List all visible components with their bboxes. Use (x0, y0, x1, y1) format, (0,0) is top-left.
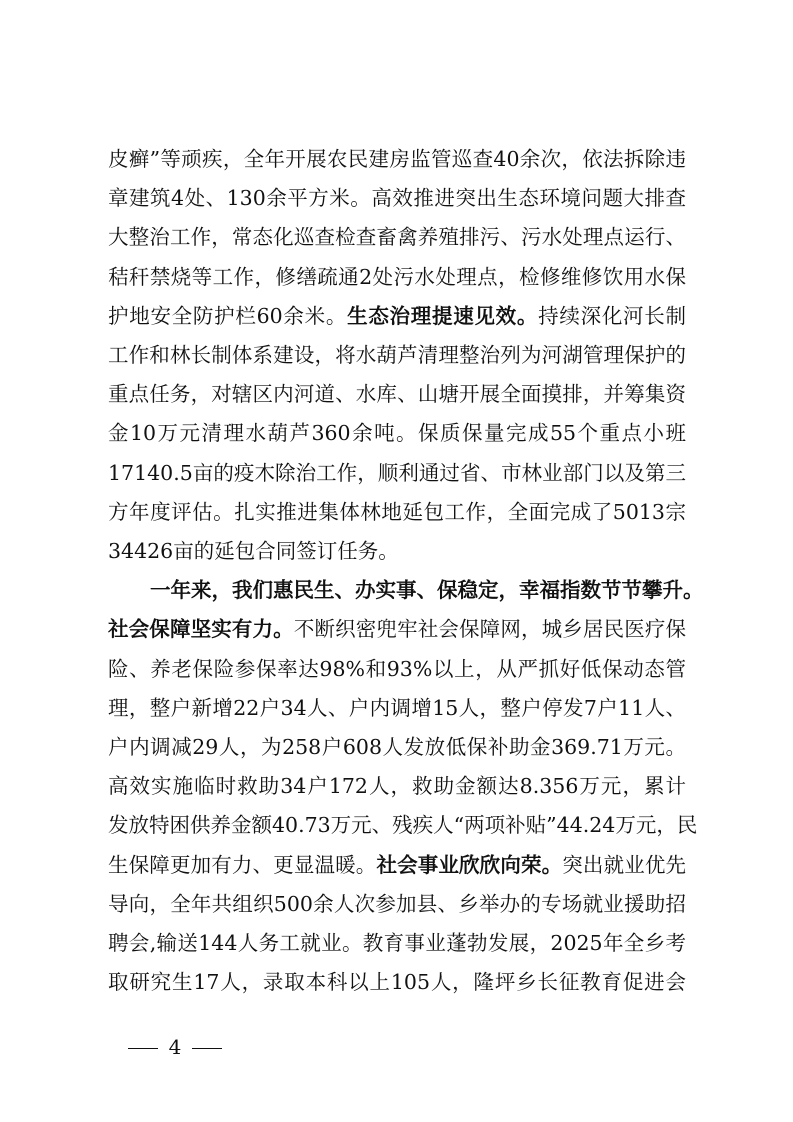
paragraph-text: 取研究生17人，录取本科以上105人，隆坪乡长征教育促进会 (108, 970, 686, 995)
paragraph-text: 导向，全年共组织500余人次参加县、乡举办的专场就业援助招 (108, 891, 686, 916)
paragraph-text: 秸秆禁烧等工作，修缮疏通2处污水处理点，检修维修饮用水保 (108, 264, 686, 289)
paragraph-text: 高效实施临时救助34户172人，救助金额达8.356万元，累计 (108, 774, 686, 799)
text-line (108, 848, 686, 882)
text-line (108, 926, 686, 960)
text-line (108, 808, 698, 842)
text-line (108, 691, 686, 725)
paragraph-text: 皮癣”等顽疾，全年开展农民建房监管巡查40余次，依法拆除违 (108, 147, 686, 171)
paragraph-text: 34426亩的延包合同签订任务。 (108, 539, 399, 563)
paragraph-text: 生保障更加有力、更显温暖。 (108, 852, 377, 877)
bold-heading-text: 社会保障坚实有力。 (108, 617, 294, 642)
text-line (108, 652, 686, 686)
bold-heading-text: 社会事业欣欣向荣。 (376, 852, 563, 877)
paragraph-text: 发放特困供养金额40.73万元、残疾人“两项补贴”44.24万元，民 (108, 813, 698, 838)
paragraph-text: 突出就业优先 (562, 852, 687, 877)
text-line (108, 377, 686, 411)
text-line (108, 612, 686, 646)
page-number: 4 (168, 1035, 182, 1059)
text-line (108, 730, 686, 764)
bold-heading-text: 一年来，我们惠民生、办实事、保稳定，幸福指数节节攀升。 (150, 578, 704, 603)
paragraph-text: 户内调减29人，为258户608人发放低保补助金369.71万元。 (108, 735, 686, 759)
text-line (108, 769, 686, 803)
text-line (108, 181, 686, 215)
text-line (108, 965, 686, 999)
text-line (108, 495, 686, 529)
text-line (108, 416, 686, 450)
paragraph-text: 大整治工作，常态化巡查检查畜禽养殖排污、污水处理点运行、 (108, 225, 686, 250)
footer-dash-right (192, 1048, 222, 1049)
text-line (108, 220, 686, 254)
text-line (108, 260, 686, 294)
text-line (108, 456, 686, 490)
paragraph-text: 金10万元清理水葫芦360余吨。保质保量完成55个重点小班 (108, 421, 686, 446)
text-line (108, 299, 686, 333)
bold-heading-text: 生态治理提速见效。 (347, 303, 539, 328)
text-line (108, 534, 686, 568)
page-footer (118, 1032, 232, 1062)
text-line (150, 573, 704, 607)
paragraph-text: 重点任务，对辖区内河道、水库、山塘开展全面摸排，并筹集资 (108, 382, 686, 407)
paragraph-text: 工作和林长制体系建设，将水葫芦清理整治列为河湖管理保护的 (108, 343, 686, 367)
paragraph-text: 章建筑4处、130余平方米。高效推进突出生态环境问题大排查 (108, 186, 686, 211)
footer-dash-left (128, 1048, 158, 1049)
text-line (108, 887, 686, 921)
paragraph-text: 持续深化河长制 (538, 303, 687, 328)
paragraph-text: 聘会,输送144人务工就业。教育事业蓬勃发展，2025年全乡考 (108, 931, 686, 955)
paragraph-text: 险、养老保险参保率达98%和93%以上，从严抓好低保动态管 (108, 656, 686, 681)
text-line (108, 338, 686, 372)
paragraph-text: 不断织密兜牢社会保障网，城乡居民医疗保 (293, 617, 687, 642)
paragraph-text: 护地安全防护栏60余米。 (108, 303, 348, 328)
paragraph-text: 理，整户新增22户34人、户内调增15人，整户停发7户11人、 (108, 695, 686, 720)
paragraph-text: 方年度评估。扎实推进集体林地延包工作，全面完成了5013宗 (108, 499, 686, 524)
paragraph-text: 17140.5亩的疫木除治工作，顺利通过省、市林业部门以及第三 (108, 460, 686, 485)
text-line (108, 142, 686, 176)
